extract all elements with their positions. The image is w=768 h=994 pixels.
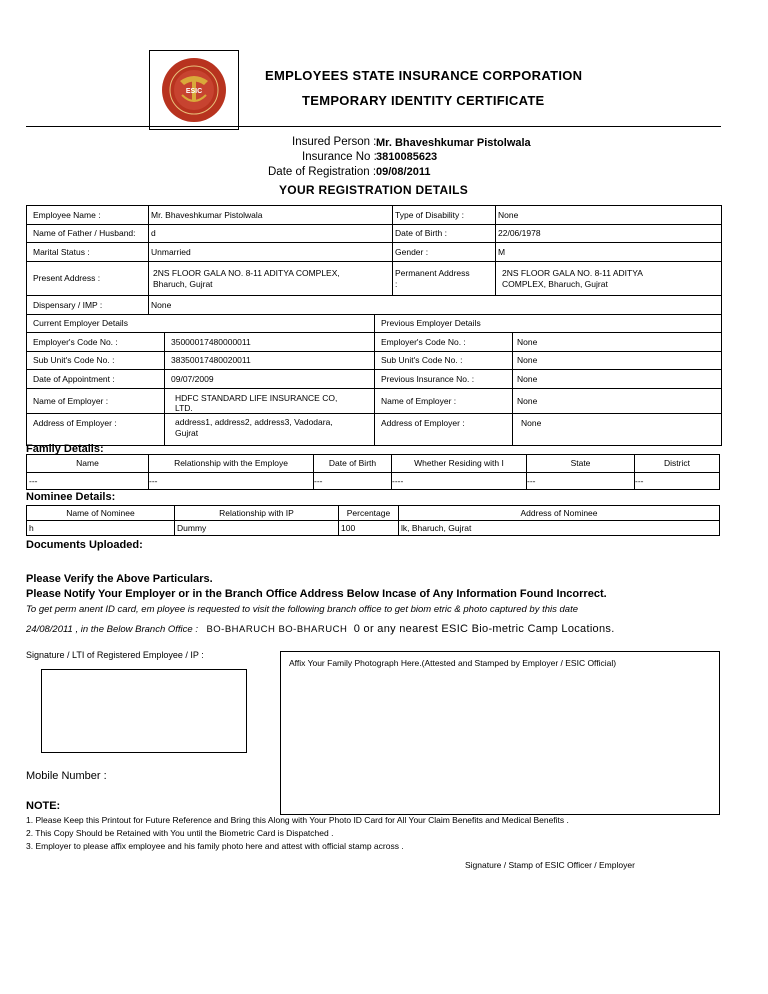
header-divider [26,126,721,127]
biometric-instruction-line1: To get perm anent ID card, em ployee is requested to visit the following branch office to get biom etric & photo captured by this date [26,604,579,615]
present-address-line2: Bharuch, Gujrat [153,278,213,289]
employer-address-value [165,414,375,446]
branch-office-name: BO-BHARUCH BO-BHARUCH [206,624,348,635]
permanent-address-value [496,262,722,296]
gender-value: M [496,243,722,262]
employer-name-line1: HDFC STANDARD LIFE INSURANCE CO, [175,393,338,403]
permanent-address-line1: 2NS FLOOR GALA NO. 8-11 ADITYA [502,267,643,278]
table-row [27,243,722,262]
table-row [27,414,722,446]
nominee-cell-name: h [27,521,175,536]
permanent-address-label-text: Permanent Address [395,267,470,278]
employer-name-label: Name of Employer : [27,389,165,414]
logo-frame [149,50,239,130]
employer-name-line2: LTD. [175,403,193,413]
previous-employer-title: Previous Employer Details [375,315,722,333]
nominee-cell-percentage: 100 [339,521,399,536]
signature-label: Signature / LTI of Registered Employee / IP : [26,650,204,660]
family-cell-name: --- [27,473,149,490]
verify-line1: Please Verify the Above Particulars. [26,573,213,585]
prev-employer-code-value: None [513,333,722,352]
nominee-header-address: Address of Nominee [399,506,720,521]
prev-employer-address-label: Address of Employer : [375,414,513,446]
registration-date-label: Date of Registration : [268,166,377,178]
employer-address-label: Address of Employer : [27,414,165,446]
nominee-details-title: Nominee Details: [26,491,116,503]
father-value: d [149,225,393,243]
nominee-header-percentage: Percentage [339,506,399,521]
family-header-relationship: Relationship with the Employe [149,455,314,473]
prev-employer-name-value: None [513,389,722,414]
registration-date-value: 09/08/2011 [376,166,431,178]
insured-label: Insured Person : [292,136,377,148]
current-employer-title: Current Employer Details [27,315,375,333]
prev-insurance-label: Previous Insurance No. : [375,370,513,389]
org-title: EMPLOYEES STATE INSURANCE CORPORATION [265,68,583,83]
insured-value: Mr. Bhaveshkumar Pistolwala [376,137,531,149]
family-cell-relationship: --- [149,473,314,490]
marital-value: Unmarried [149,243,393,262]
marital-label: Marital Status : [27,243,149,262]
employer-address-line1: address1, address2, address3, Vadodara, [175,417,333,427]
present-address-line1: 2NS FLOOR GALA NO. 8-11 ADITYA COMPLEX, [153,267,340,278]
dispensary-value: None [149,296,722,315]
esic-logo-icon [150,51,238,129]
documents-uploaded-title: Documents Uploaded: [26,539,143,551]
family-header-name: Name [27,455,149,473]
prev-employer-name-label: Name of Employer : [375,389,513,414]
verify-line2: Please Notify Your Employer or in the Branch Office Address Below Incase of Any Information Found Incorrect. [26,588,607,600]
insurance-no-value: 3810085623 [376,151,438,163]
table-row [27,455,720,473]
permanent-address-label [393,262,496,296]
nominee-cell-relationship: Dummy [175,521,339,536]
family-header-residing: Whether Residing with I [392,455,527,473]
table-row [27,370,722,389]
registration-section-title: YOUR REGISTRATION DETAILS [279,183,469,197]
family-table [26,454,720,490]
family-photo-label: Affix Your Family Photograph Here.(Attested and Stamped by Employer / ESIC Official) [289,658,617,668]
prev-sub-unit-code-label: Sub Unit's Code No. : [375,352,513,370]
dob-label: Date of Birth : [393,225,496,243]
table-row [27,473,720,490]
family-header-district: District [635,455,720,473]
employee-name-label: Employee Name : [27,206,149,225]
permanent-address-colon: : [395,278,398,289]
family-cell-state: --- [527,473,635,490]
table-row [27,389,722,414]
family-cell-residing: ---- [392,473,527,490]
prev-employer-address-value: None [513,414,722,446]
table-row [27,225,722,243]
family-photo-box [280,651,720,815]
registration-table [26,205,722,315]
family-details-title: Family Details: [26,443,104,455]
prev-employer-code-label: Employer's Code No. : [375,333,513,352]
employer-table [26,314,722,446]
employer-code-value: 35000017480000011 [165,333,375,352]
nominee-header-relationship: Relationship with IP [175,506,339,521]
note-item-3: 3. Employer to please affix employee and his family photo here and attest with official stamp across . [26,841,404,851]
employer-address-line2: Gujrat [175,428,199,438]
nominee-header-name: Name of Nominee [27,506,175,521]
note-item-1: 1. Please Keep this Printout for Future Reference and Bring this Along with Your Photo ID Card for All Your Claim Benefits and Medical Benefits . [26,815,569,825]
table-row [27,506,720,521]
insurance-no-label: Insurance No : [302,151,377,163]
family-header-dob: Date of Birth [314,455,392,473]
mobile-number-label: Mobile Number : [26,770,107,782]
present-address-value [149,262,393,296]
employee-name-value: Mr. Bhaveshkumar Pistolwala [149,206,393,225]
officer-signature-label: Signature / Stamp of ESIC Officer / Employer [465,860,635,870]
appointment-date-value: 09/07/2009 [165,370,375,389]
family-cell-district: --- [635,473,720,490]
signature-box [41,669,247,753]
table-row [27,315,722,333]
permanent-address-line2: COMPLEX, Bharuch, Gujrat [502,278,608,289]
prev-sub-unit-code-value: None [513,352,722,370]
table-row [27,333,722,352]
logo-text: ESIC [185,88,203,95]
table-row [27,352,722,370]
nominee-table [26,505,720,536]
father-label: Name of Father / Husband: [27,225,149,243]
family-header-state: State [527,455,635,473]
disability-label: Type of Disability : [393,206,496,225]
table-row [27,296,722,315]
present-address-label: Present Address : [27,262,149,296]
employer-code-label: Employer's Code No. : [27,333,165,352]
biometric-date-text: 24/08/2011 , in the Below Branch Office : [26,624,198,635]
nominee-cell-address: lk, Bharuch, Gujrat [399,521,720,536]
dob-value: 22/06/1978 [496,225,722,243]
appointment-date-label: Date of Appointment : [27,370,165,389]
table-row [27,262,722,296]
note-title: NOTE: [26,800,61,812]
dispensary-label: Dispensary / IMP : [27,296,149,315]
note-item-2: 2. This Copy Should be Retained with You until the Biometric Card is Dispatched . [26,828,334,838]
sub-unit-code-label: Sub Unit's Code No. : [27,352,165,370]
certificate-title: TEMPORARY IDENTITY CERTIFICATE [302,93,545,108]
table-row [27,206,722,225]
prev-insurance-value: None [513,370,722,389]
gender-label: Gender : [393,243,496,262]
sub-unit-code-value: 38350017480020011 [165,352,375,370]
disability-value: None [496,206,722,225]
employer-name-value [165,389,375,414]
family-cell-dob: --- [314,473,392,490]
table-row [27,521,720,536]
biometric-instruction-line2 [26,619,615,637]
branch-office-tail: 0 or any nearest ESIC Bio-metric Camp Locations. [353,623,615,635]
